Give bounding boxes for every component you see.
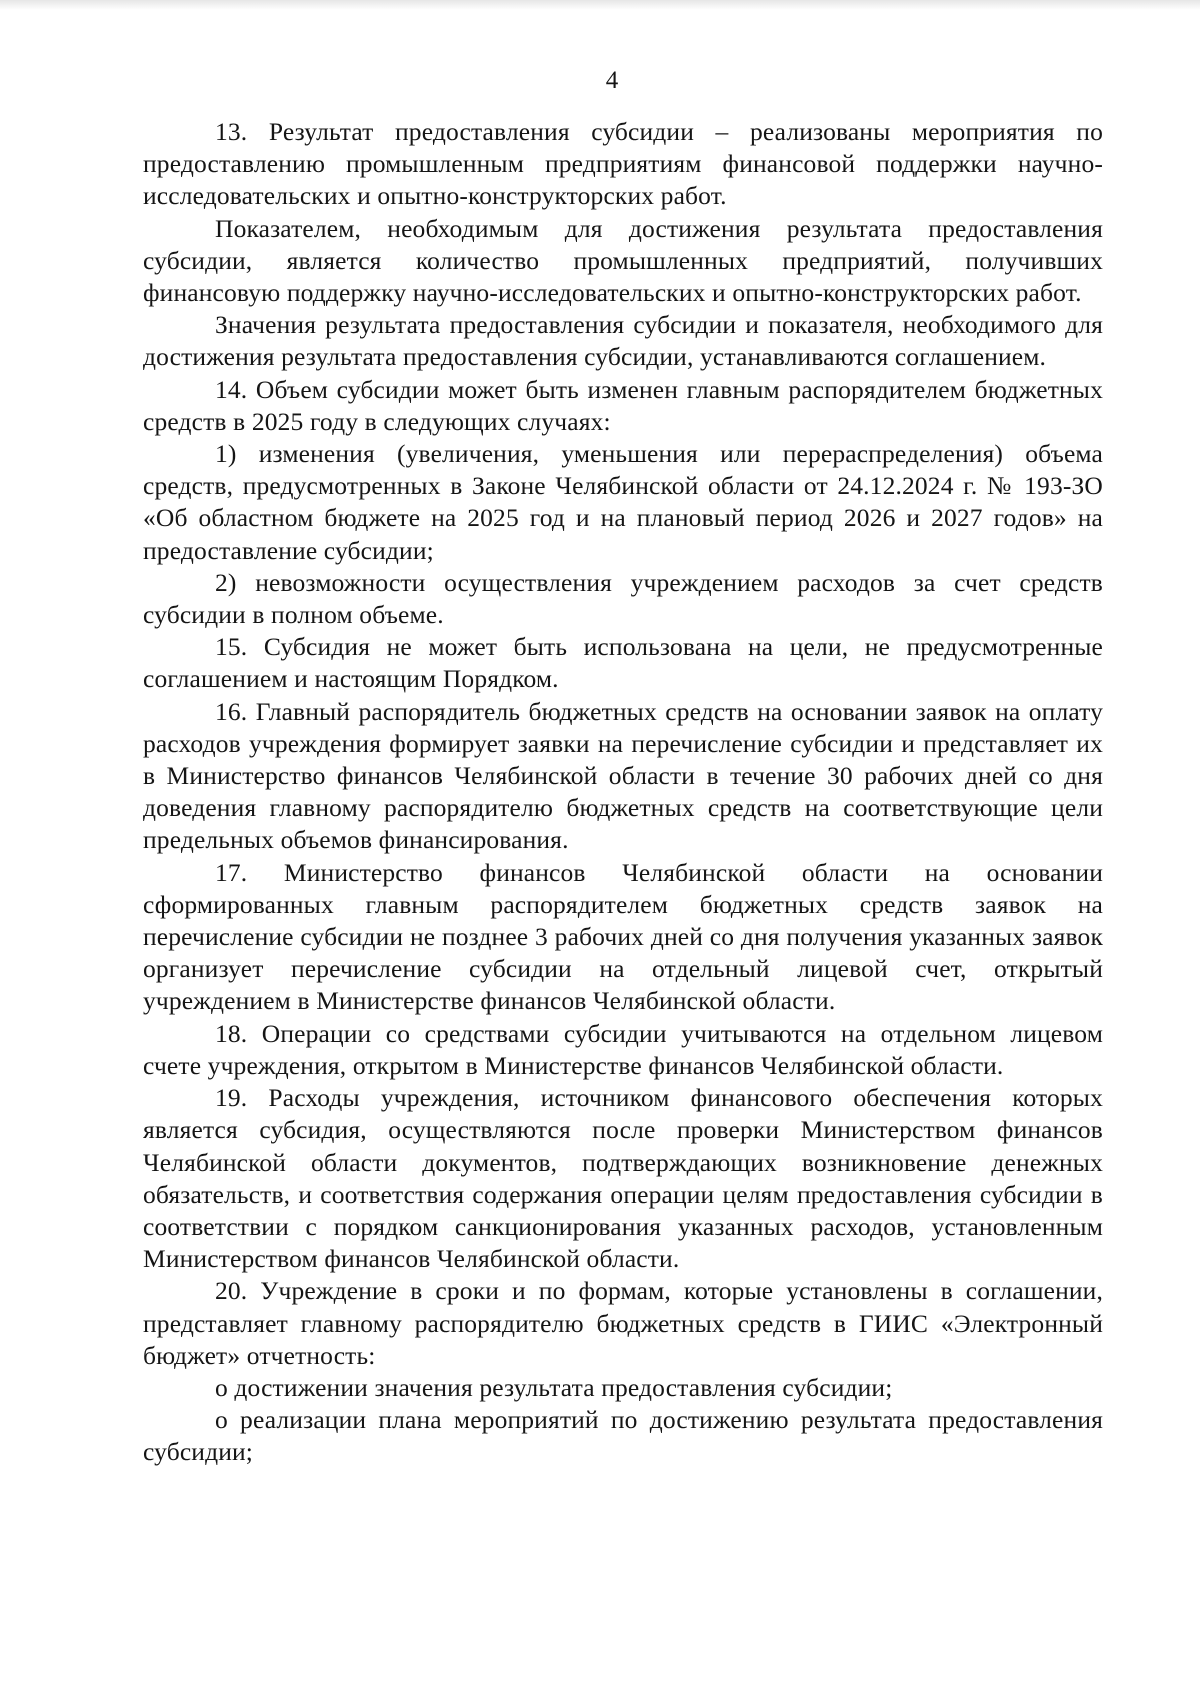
- paragraph-20-item-2: о реализации плана мероприятий по достижению результата предоставления субсидии;: [143, 1405, 1103, 1467]
- paragraph-19: 19. Расходы учреждения, источником финансового обеспечения которых является субсидия, осуществляются после проверки Министерством финансов Челябинской области документов, подтверждающих возникновение денежных обязательств, и соответствия содержания операции целям предоставления субсидии в соответствии с порядком санкционирования указанных расходов, установленным Министерством финансов Челябинской области.: [143, 1083, 1103, 1274]
- paragraph-15: 15. Субсидия не может быть использована на цели, не предусмотренные соглашением и настоящим Порядком.: [143, 632, 1103, 694]
- paragraph-17: 17. Министерство финансов Челябинской области на основании сформированных главным распорядителем бюджетных средств заявок на перечисление субсидии не позднее 3 рабочих дней со дня получения указанных заявок организует перечисление субсидии на отдельный лицевой счет, открытый учреждением в Министерстве финансов Челябинской области.: [143, 857, 1103, 1016]
- paragraph-indicator: Показателем, необходимым для достижения результата предоставления субсидии, является количество промышленных предприятий, получивших финансовую поддержку научно-исследовательских и опытно-конструкторских работ.: [143, 213, 1103, 308]
- paragraph-18: 18. Операции со средствами субсидии учитываются на отдельном лицевом счете учреждения, открытом в Министерстве финансов Челябинской области.: [143, 1018, 1103, 1080]
- scan-edge-shadow: [0, 0, 1200, 10]
- paragraph-14: 14. Объем субсидии может быть изменен главным распорядителем бюджетных средств в 2025 году в следующих случаях:: [143, 374, 1103, 436]
- page-number: 4: [605, 67, 619, 94]
- paragraph-16: 16. Главный распорядитель бюджетных средств на основании заявок на оплату расходов учреждения формирует заявки на перечисление субсидии и представляет их в Министерство финансов Челябинской области в течение 30 рабочих дней со дня доведения главному распорядителю бюджетных средств на соответствующие цели предельных объемов финансирования.: [143, 696, 1103, 855]
- paragraph-14-item-2: 2) невозможности осуществления учреждением расходов за счет средств субсидии в полном объеме.: [143, 567, 1103, 630]
- paragraph-14-item-1: 1) изменения (увеличения, уменьшения или перераспределения) объема средств, предусмотренных в Законе Челябинской области от 24.12.2024 г. № 193-ЗО «Об областном бюджете на 2025 год и на плановый период 2026 и 2027 годов» на предоставление субсидии;: [143, 439, 1103, 565]
- paragraph-13: 13. Результат предоставления субсидии – реализованы мероприятия по предоставлению промышленным предприятиям финансовой поддержки научно-исследовательских и опытно-конструкторских работ.: [143, 117, 1103, 211]
- document-body: [143, 116, 1103, 1469]
- paragraph-values: Значения результата предоставления субсидии и показателя, необходимого для достижения результата предоставления субсидии, устанавливаются соглашением.: [143, 310, 1103, 372]
- paragraph-20-item-1: о достижении значения результата предоставления субсидии;: [215, 1372, 893, 1402]
- paragraph-20: 20. Учреждение в сроки и по формам, которые установлены в соглашении, представляет главному распорядителю бюджетных средств в ГИИС «Электронный бюджет» отчетность:: [143, 1276, 1103, 1370]
